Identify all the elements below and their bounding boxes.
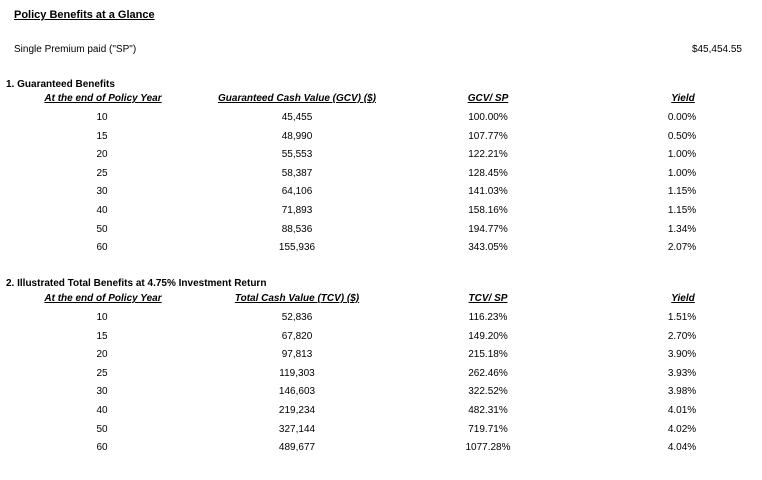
yield-cell: 1.00% [667,149,697,161]
policy-year-cell: 40 [96,205,108,216]
policy-year-cell: 10 [96,112,108,123]
ratio-cell: 1077.28% [465,442,511,454]
policy-year-cell: 10 [96,312,108,323]
guaranteed-section-title: 1. Guaranteed Benefits [6,79,115,90]
policy-year-cell: 25 [96,367,108,379]
ratio-cell: 482.31% [468,405,508,416]
yield-cell: 2.07% [667,242,697,254]
cash-value-cell: 64,106 [281,186,313,198]
cash-value-cell: 146,603 [278,386,316,398]
cash-value-cell: 55,553 [281,149,313,161]
cash-value-cell: 155,936 [278,242,316,254]
illustrated-header-yield: Yield [671,293,695,304]
yield-cell: 4.02% [667,423,697,435]
cash-value-cell: 71,893 [281,205,313,216]
yield-cell: 3.98% [667,386,697,398]
policy-year-cell: 50 [96,423,108,435]
cash-value-cell: 58,387 [281,167,313,179]
ratio-cell: 149.20% [468,330,508,342]
page-title: Policy Benefits at a Glance [14,9,155,21]
illustrated-header-year: At the end of Policy Year [44,293,162,304]
yield-cell: 1.34% [667,223,697,235]
ratio-cell: 322.52% [468,386,508,398]
ratio-cell: 122.21% [468,149,508,161]
ratio-cell: 116.23% [468,312,508,323]
yield-cell: 1.00% [667,167,697,179]
policy-year-cell: 15 [96,330,108,342]
policy-year-cell: 20 [96,349,108,361]
yield-cell: 1.51% [667,312,697,323]
yield-cell: 1.15% [667,205,697,216]
illustrated-header-tcv-sp: TCV/ SP [468,293,508,304]
ratio-cell: 215.18% [468,349,508,361]
ratio-cell: 100.00% [468,112,508,123]
ratio-cell: 719.71% [468,423,508,435]
policy-year-cell: 20 [96,149,108,161]
cash-value-cell: 67,820 [281,330,313,342]
cash-value-cell: 97,813 [281,349,313,361]
single-premium-label: Single Premium paid ("SP") [14,44,137,55]
ratio-cell: 262.46% [468,367,508,379]
cash-value-cell: 88,536 [281,223,313,235]
ratio-cell: 343.05% [468,242,508,254]
cash-value-cell: 52,836 [281,312,313,323]
guaranteed-header-year: At the end of Policy Year [44,93,162,104]
policy-year-cell: 15 [96,130,108,142]
ratio-cell: 141.03% [468,186,508,198]
policy-year-cell: 60 [96,442,108,454]
policy-year-cell: 25 [96,167,108,179]
yield-cell: 0.50% [667,130,697,142]
policy-year-cell: 50 [96,223,108,235]
illustrated-header-tcv: Total Cash Value (TCV) ($) [234,293,360,304]
yield-cell: 4.01% [667,405,697,416]
cash-value-cell: 45,455 [281,112,313,123]
policy-year-cell: 30 [96,386,108,398]
ratio-cell: 107.77% [468,130,508,142]
yield-cell: 3.93% [667,367,697,379]
yield-cell: 1.15% [667,186,697,198]
policy-year-cell: 60 [96,242,108,254]
cash-value-cell: 119,303 [279,367,315,379]
single-premium-value: $45,454.55 [691,44,742,55]
yield-cell: 4.04% [667,442,697,454]
cash-value-cell: 219,234 [278,405,316,416]
ratio-cell: 128.45% [468,167,508,179]
cash-value-cell: 327,144 [278,423,316,435]
policy-year-cell: 40 [96,405,108,416]
policy-year-cell: 30 [96,186,108,198]
ratio-cell: 158.16% [468,205,508,216]
ratio-cell: 194.77% [468,223,508,235]
cash-value-cell: 48,990 [281,130,313,142]
yield-cell: 3.90% [667,349,697,361]
yield-cell: 0.00% [667,112,697,123]
guaranteed-header-gcv: Guaranteed Cash Value (GCV) ($) [218,93,376,104]
guaranteed-header-gcv-sp: GCV/ SP [467,93,509,104]
illustrated-section-title: 2. Illustrated Total Benefits at 4.75% Investment Return [6,278,267,289]
guaranteed-header-yield: Yield [671,93,695,104]
cash-value-cell: 489,677 [278,442,316,454]
yield-cell: 2.70% [667,330,697,342]
